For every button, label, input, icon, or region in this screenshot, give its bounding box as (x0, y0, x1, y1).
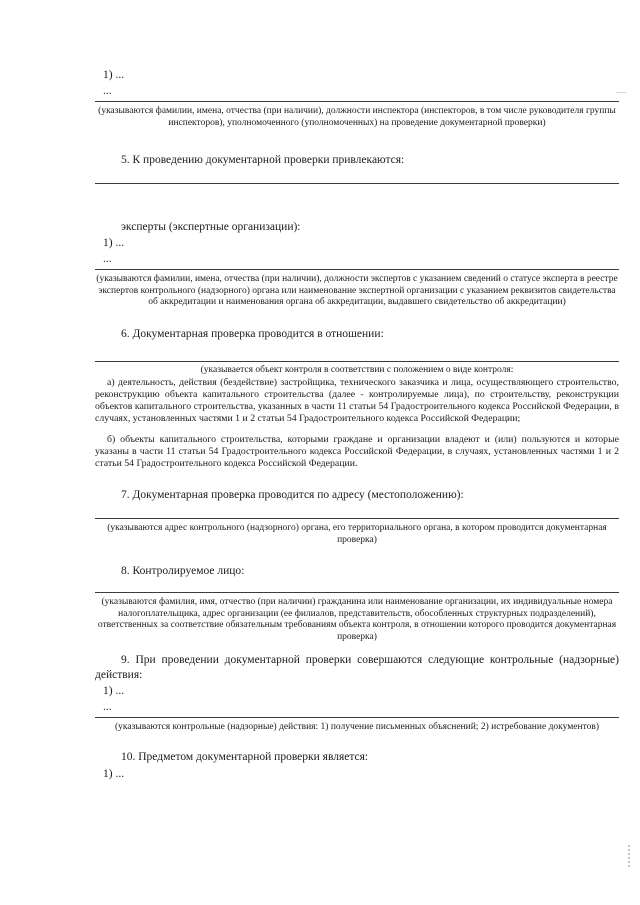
experts-label: эксперты (экспертные организации): (121, 221, 301, 233)
note-object-intro: (указывается объект контроля в соответствии с положением о виде контроля: (200, 364, 514, 375)
note-person: (указываются фамилия, имя, отчество (при наличии) гражданина или наименование организации, их индивидуальные номера налогоплательщика, адрес организации (ее филиалов, представительств, обособленных структурных подразделений), ответственных за соответствие обязательным требованиям объекта контроля, в отношении которого проводится документарная проверка) (97, 597, 617, 642)
paragraph-b: б) объекты капитального строительства, которыми граждане и организации владеют и (или) пользуются и которые указаны в части 11 статьи 54 Градостроительного кодекса Российской Федерации, в случаях, установленных частями 1 и 2 статьи 54 Градостроительного кодекса Российской Федерации. (95, 434, 619, 469)
fill-line (95, 717, 619, 718)
section-9-heading: 9. При проведении документарной проверки совершаются следующие контрольные (надзорные) действия: (95, 654, 619, 681)
fill-line (95, 101, 619, 102)
field-item-dots: ... (103, 253, 112, 265)
field-item-number: 1) ... (103, 69, 125, 81)
fill-line (95, 269, 619, 270)
fill-line (95, 361, 619, 362)
section-7-heading: 7. Документарная проверка проводится по адресу (местоположению): (121, 489, 464, 501)
field-item-dots: ... (103, 85, 112, 97)
note-inspectors: (указываются фамилии, имена, отчества (при наличии), должности инспектора (инспекторов, в том числе руководителя группы инспекторов), уполномоченного (уполномоченных) на проведение документарной проверки) (98, 106, 616, 128)
section-10-heading: 10. Предметом документарной проверки является: (121, 750, 369, 763)
section-6-heading: 6. Документарная проверка проводится в отношении: (121, 327, 384, 340)
document-page (95, 68, 619, 781)
note-address: (указываются адрес контрольного (надзорного) органа, его территориального органа, в котором проводится документарная проверка) (107, 523, 607, 545)
field-item-number: 1) ... (103, 685, 125, 697)
section-8-heading: 8. Контролируемое лицо: (121, 565, 245, 577)
field-item-number: 1) ... (103, 767, 125, 780)
scan-artifact (616, 92, 626, 93)
note-experts: (указываются фамилии, имена, отчества (при наличии), должности экспертов с указанием сведений о статусе эксперта в реестре экспертов контрольного (надзорного) органа или наименование экспертной организации с указанием реквизитов свидетельства об аккредитации и наименования органа об аккредитации, выдавшего свидетельство об аккредитации) (96, 274, 618, 307)
field-item-number: 1) ... (103, 237, 125, 249)
fill-line (95, 518, 619, 519)
field-item-dots: ... (103, 701, 112, 713)
scan-artifact (628, 845, 630, 867)
note-actions: (указываются контрольные (надзорные) действия: 1) получение письменных объяснений; 2) истребование документов) (115, 722, 599, 732)
fill-line (95, 183, 619, 184)
paragraph-a: а) деятельность, действия (бездействие) застройщика, технического заказчика и лица, осуществляющего строительство, реконструкцию объекта капитального строительства (далее - контролируемые лица), по строительству, реконструкции объектов капитального строительства, указанных в части 11 статьи 54 Градостроительного кодекса Российской Федерации, в случаях, установленных частями 1 и 2 статьи 54 Градостроительного кодекса Российской Федерации; (95, 377, 619, 424)
fill-line (95, 592, 619, 593)
section-5-heading: 5. К проведению документарной проверки привлекаются: (121, 154, 405, 166)
